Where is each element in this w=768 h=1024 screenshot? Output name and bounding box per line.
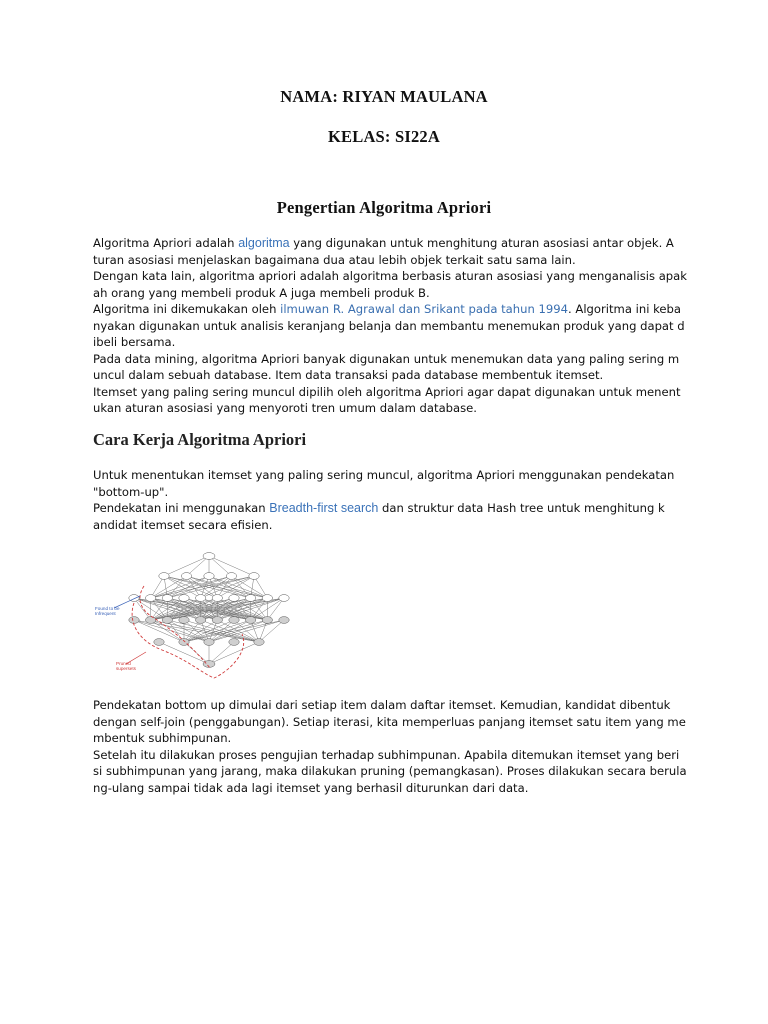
text-line: dengan self-join (penggabungan). Setiap iterasi, kita memperluas panjang itemset satu item yang me [93,714,686,729]
link-agrawal-srikant[interactable]: ilmuwan R. Agrawal dan Srikant pada tahun 1994 [280,302,569,316]
text-line [93,235,675,252]
lattice-edge [259,620,284,642]
text-line: Dengan kata lain, algoritma apriori adalah algoritma berbasis aturan asosiasi yang menganalisis apak [93,269,687,283]
lattice-node [245,617,255,624]
lattice-node [212,617,222,624]
text-line: ah orang yang membeli produk A juga membeli produk B. [93,285,430,300]
lattice-node [145,617,155,624]
text-line: turan asosiasi menjelaskan bagaimana dua atau lebih objek terkait satu sama lain. [93,252,576,267]
lattice-node [195,595,205,602]
text-segment: Algoritma ini dikemukakan oleh [93,302,281,316]
lattice-node [181,573,191,580]
lattice-edge [184,642,209,664]
lattice-edge [209,620,284,642]
lattice-node [162,595,172,602]
lattice-edge [267,598,284,620]
text-line: Itemset yang paling sering muncul dipilih oleh algoritma Apriori agar dapat digunakan untuk menent [93,384,681,399]
pruned-label: Pruned supersets [116,661,136,671]
text-line [93,500,675,517]
text-line: andidat itemset secara efisien. [93,517,273,532]
text-line: Untuk menentukan itemset yang paling sering muncul, algoritma Apriori menggunakan pendekatan [93,468,675,482]
itemset-lattice-diagram [92,548,290,682]
section-title-cara-kerja: Cara Kerja Algoritma Apriori [93,430,307,449]
lattice-node [145,595,155,602]
lattice-edge [209,642,234,664]
lattice-node [179,595,189,602]
link-breadth-first-search[interactable]: Breadth-first search [269,501,379,515]
text-line: Pada data mining, algoritma Apriori banyak digunakan untuk menemukan data yang paling sering m [93,351,680,366]
text-line: mbentuk subhimpunan. [93,731,232,745]
text-line: Setelah itu dilakukan proses pengujian terhadap subhimpunan. Apabila ditemukan itemset yang beri [93,747,680,762]
lattice-node [195,617,205,624]
lattice-node [226,573,236,580]
lattice-node [229,617,239,624]
text-line: si subhimpunan yang jarang, maka dilakukan pruning (pemangkasan). Proses dilakukan secara berula [93,764,687,778]
text-line: ukan aturan asosiasi yang menyoroti tren umum dalam database. [93,401,477,415]
lattice-node [212,595,222,602]
lattice-node [204,573,214,580]
lattice-edge [151,598,234,620]
text-line: ng-ulang sampai tidak ada lagi itemset yang berhasil diturunkan dari data. [93,780,529,795]
lattice-node [262,595,272,602]
lattice-node [279,617,289,624]
text-line: nyakan digunakan untuk analisis keranjang belanja dan membantu menemukan produk yang dapat d [93,318,685,333]
lattice-node [249,573,259,580]
lattice-edge [134,598,151,620]
text-line: Pendekatan bottom up dimulai dari setiap item dalam daftar itemset. Kemudian, kandidat dibentuk [93,698,671,712]
lattice-node [204,639,214,646]
section-title-pengertian: Pengertian Algoritma Apriori [276,198,492,217]
link-algoritma[interactable]: algoritma [238,236,290,250]
lattice-node [129,617,139,624]
lattice-node [245,595,255,602]
student-class: KELAS: SI22A [328,127,440,146]
text-line: uncul dalam sebuah database. Item data transaksi pada database membentuk itemset. [93,368,604,382]
text-segment: dan struktur data Hash tree untuk menghitung k [378,501,665,515]
text-segment: yang digunakan untuk menghitung aturan asosiasi antar objek. A [289,236,674,250]
lattice-edge [201,598,284,620]
lattice-node [179,617,189,624]
section-body-pendekatan [93,697,687,796]
text-line [93,301,681,318]
lattice-node [254,639,264,646]
text-line: ibeli bersama. [93,335,176,349]
student-name: NAMA: RIYAN MAULANA [280,87,488,106]
text-line: "bottom-up". [93,484,169,499]
lattice-node [159,573,169,580]
lattice-node [229,595,239,602]
lattice-node [162,617,172,624]
section-body-cara-kerja [93,467,675,533]
lattice-node [229,639,239,646]
text-segment: Algoritma Apriori adalah [93,236,239,250]
section-body-pengertian [93,235,687,417]
text-segment: . Algoritma ini keba [568,302,681,316]
text-segment: Pendekatan ini menggunakan [93,501,270,515]
lattice-node [279,595,289,602]
lattice-node [203,553,215,560]
infrequent-label: Found to be Infrequent [95,606,120,616]
lattice-node [262,617,272,624]
lattice-node [154,639,164,646]
